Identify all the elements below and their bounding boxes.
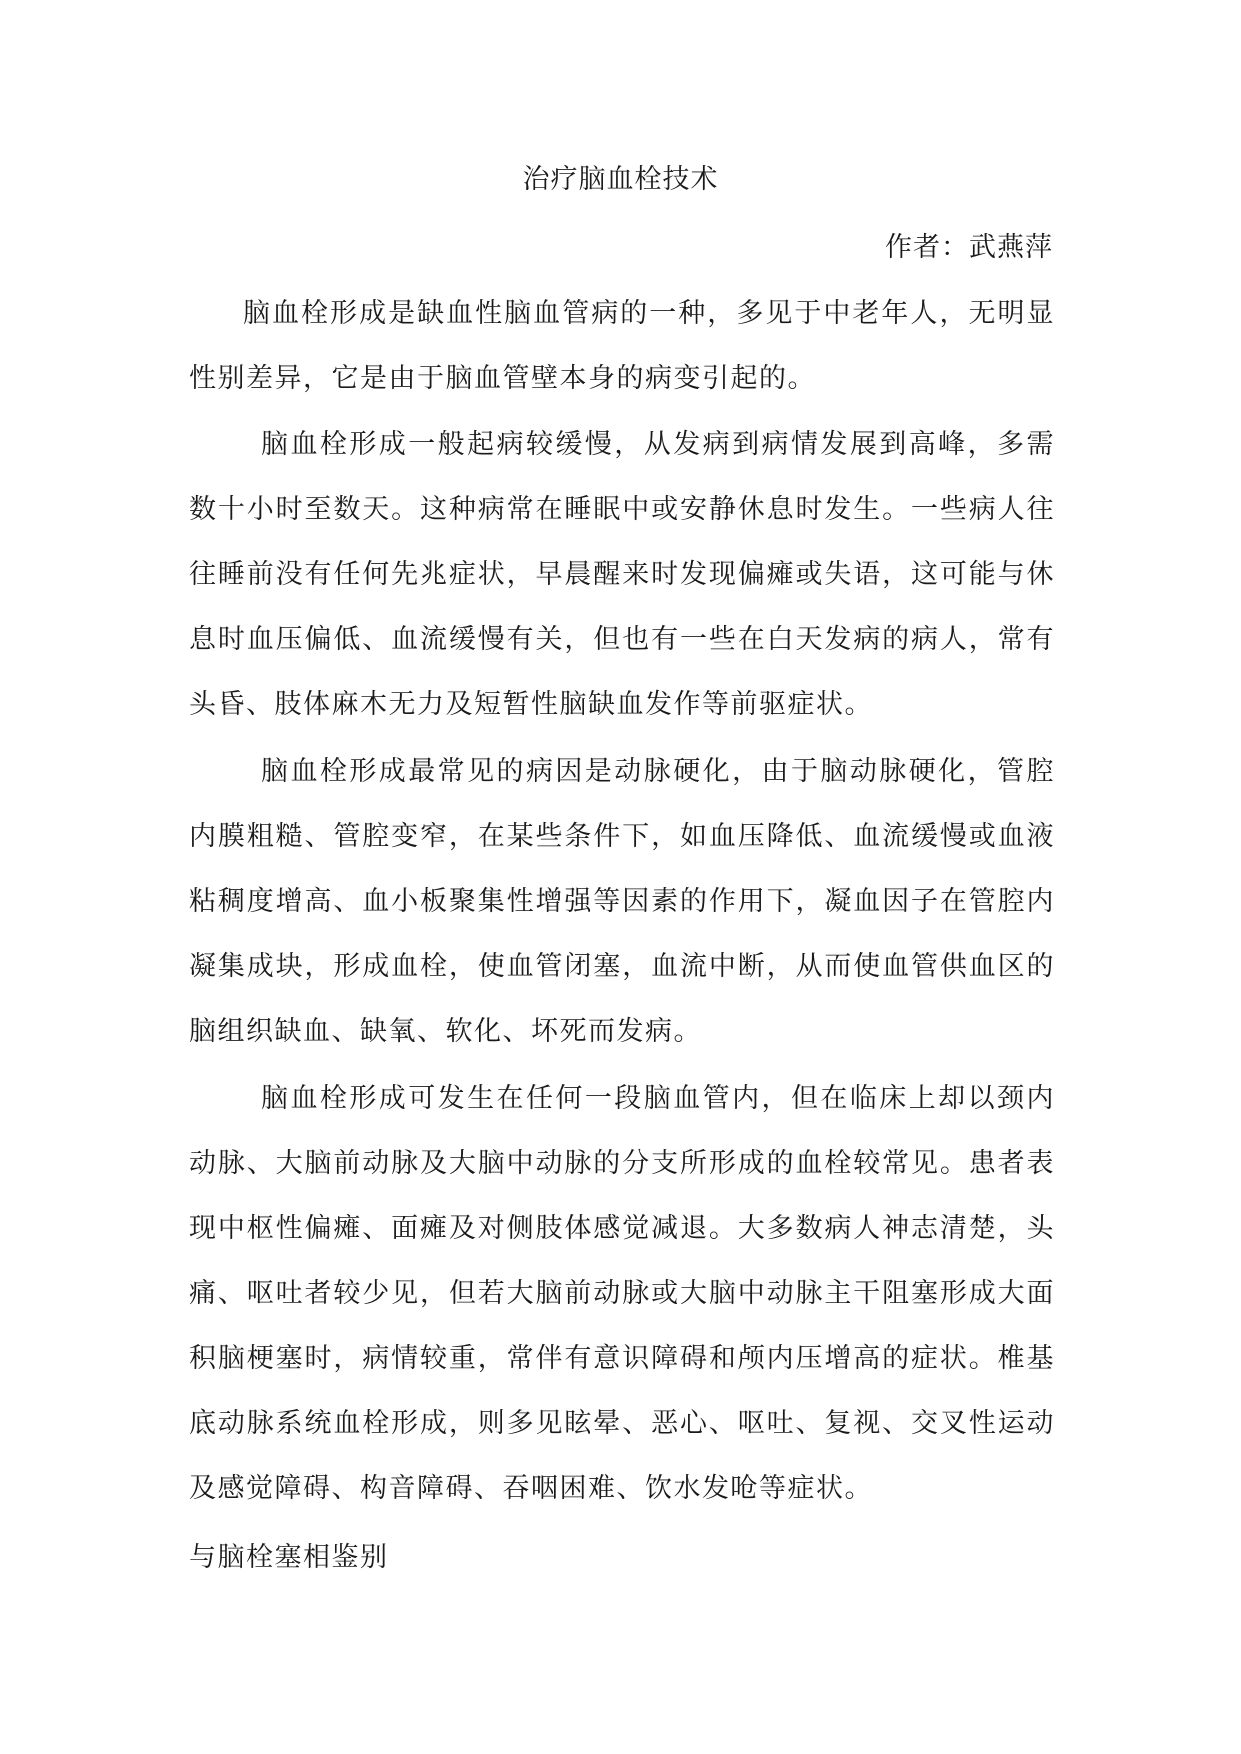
paragraph-1: 脑血栓形成是缺血性脑血管病的一种，多见于中老年人，无明显性别差异，它是由于脑血管壁本身的病变引起的。 bbox=[189, 298, 1055, 394]
paragraph-2: 脑血栓形成一般起病较缓慢，从发病到病情发展到高峰，多需数十小时至数天。这种病常在睡眠中或安静休息时发生。一些病人往往睡前没有任何先兆症状，早晨醒来时发现偏瘫或失语，这可能与休息时血压偏低、血流缓慢有关，但也有一些在白天发病的病人，常有头昏、肢体麻木无力及短暂性脑缺血发作等前驱症状。 bbox=[189, 429, 1055, 720]
document-title: 治疗脑血栓技术 bbox=[522, 164, 719, 195]
author-line: 作者：武燕萍 bbox=[885, 232, 1053, 263]
paragraph-3: 脑血栓形成最常见的病因是动脉硬化，由于脑动脉硬化，管腔内膜粗糙、管腔变窄，在某些条件下，如血压降低、血流缓慢或血液粘稠度增高、血小板聚集性增强等因素的作用下，凝血因子在管腔内凝集成块，形成血栓，使血管闭塞，血流中断，从而使血管供血区的脑组织缺血、缺氧、软化、坏死而发病。 bbox=[189, 756, 1055, 1047]
paragraph-4: 脑血栓形成可发生在任何一段脑血管内，但在临床上却以颈内动脉、大脑前动脉及大脑中动脉的分支所形成的血栓较常见。患者表现中枢性偏瘫、面瘫及对侧肢体感觉减退。大多数病人神志清楚，头痛、呕吐者较少见，但若大脑前动脉或大脑中动脉主干阻塞形成大面积脑梗塞时，病情较重，常伴有意识障碍和颅内压增高的症状。椎基底动脉系统血栓形成，则多见眩晕、恶心、呕吐、复视、交叉性运动及感觉障碍、构音障碍、吞咽困难、饮水发呛等症状。 bbox=[189, 1083, 1055, 1504]
section-heading: 与脑栓塞相鉴别 bbox=[189, 1542, 389, 1573]
